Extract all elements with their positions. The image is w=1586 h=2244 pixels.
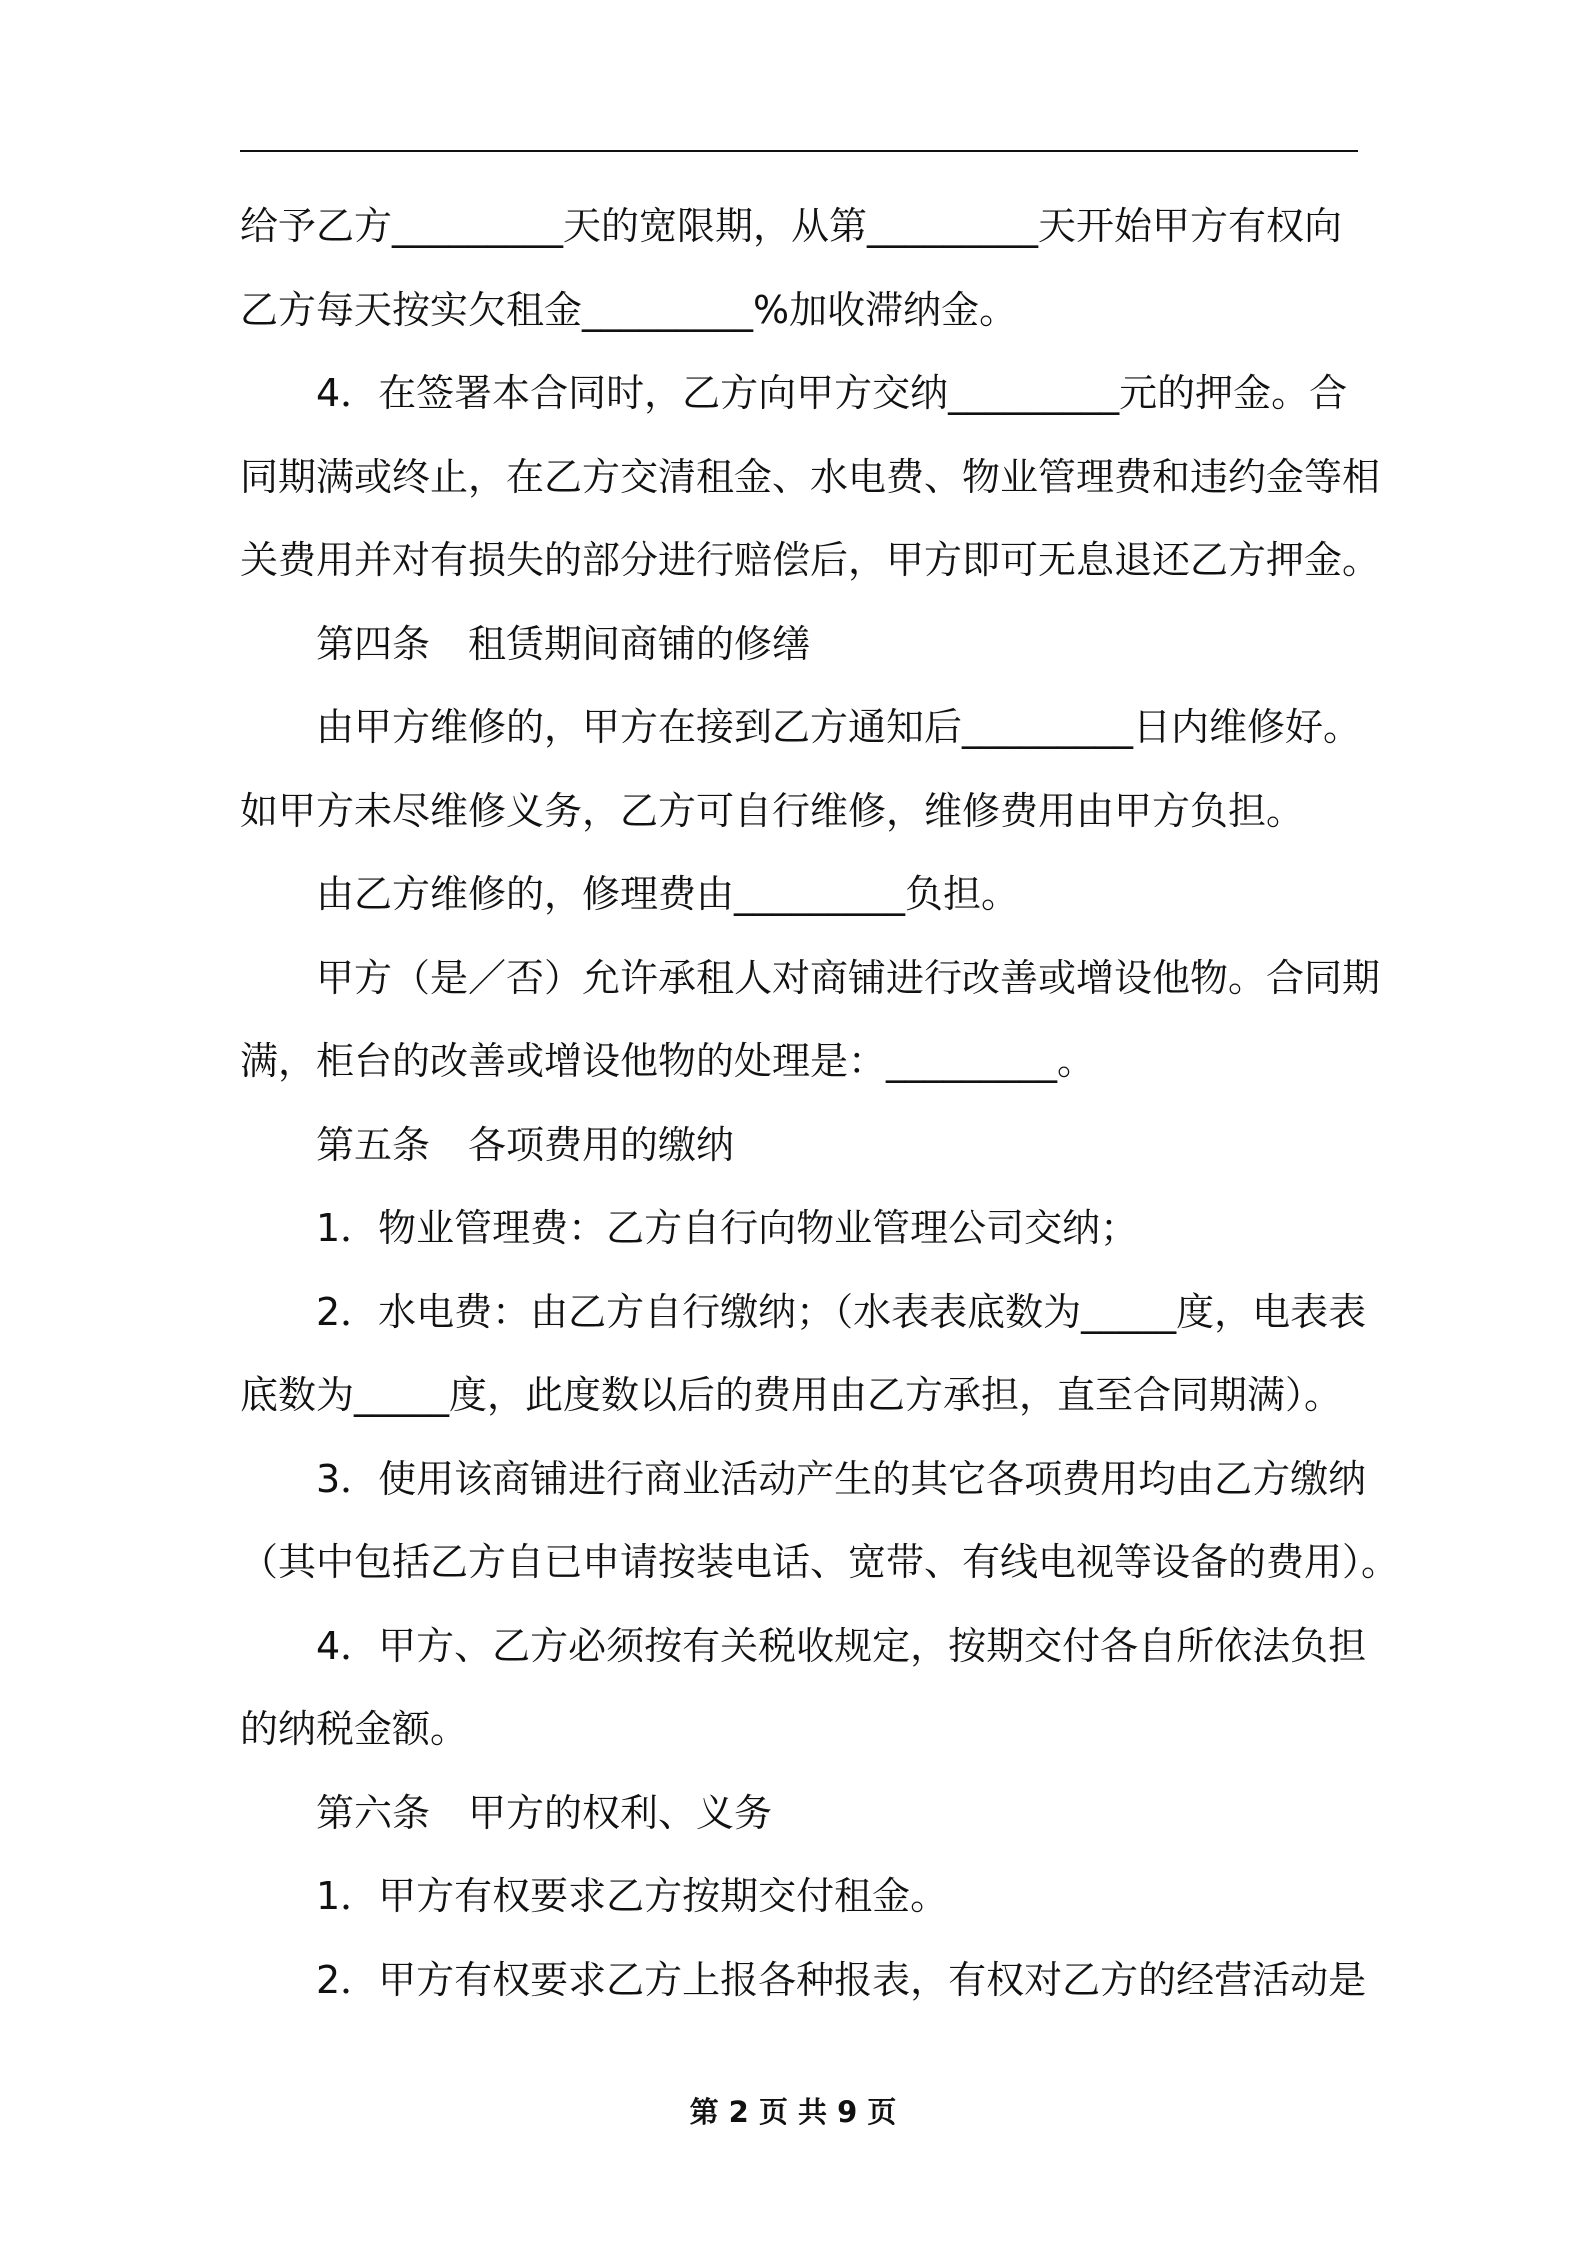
paragraph-line: 3．使用该商铺进行商业活动产生的其它各项费用均由乙方缴纳	[316, 1456, 1367, 1501]
paragraph-line: 4．在签署本合同时，乙方向甲方交纳_________元的押金。合	[316, 371, 1348, 415]
paragraph-line: 乙方每天按实欠租金_________%加收滞纳金。	[240, 287, 1018, 332]
paragraph-line: 2．甲方有权要求乙方上报各种报表，有权对乙方的经营活动是	[316, 1957, 1367, 2002]
section-heading: 第五条 各项费用的缴纳	[316, 1122, 735, 1167]
paragraph-line: 2．水电费：由乙方自行缴纳；（水表表底数为_____度，电表表	[316, 1289, 1367, 1334]
paragraph-line: （其中包括乙方自已申请按装电话、宽带、有线电视等设备的费用）。	[240, 1540, 1400, 1584]
paragraph-line: 由甲方维修的，甲方在接到乙方通知后_________日内维修好。	[316, 705, 1362, 749]
paragraph-line: 关费用并对有损失的部分进行赔偿后，甲方即可无息退还乙方押金。	[240, 538, 1381, 582]
section-heading: 第六条 甲方的权利、义务	[316, 1790, 773, 1835]
paragraph-line: 由乙方维修的，修理费由_________负担。	[316, 872, 1020, 916]
paragraph-line: 4．甲方、乙方必须按有关税收规定，按期交付各自所依法负担	[316, 1623, 1367, 1668]
paragraph-line: 给予乙方_________天的宽限期，从第_________天开始甲方有权向	[240, 204, 1343, 248]
paragraph-line: 1．物业管理费：乙方自行向物业管理公司交纳；	[316, 1206, 1139, 1250]
page-number-footer: 第 2 页 共 9 页	[689, 2095, 897, 2129]
paragraph-line: 如甲方未尽维修义务，乙方可自行维修，维修费用由甲方负担。	[240, 788, 1305, 833]
header-rule	[240, 150, 1358, 152]
paragraph-line: 的纳税金额。	[240, 1707, 469, 1751]
document-body	[240, 185, 1400, 2022]
paragraph-line: 底数为_____度，此度数以后的费用由乙方承担，直至合同期满）。	[240, 1373, 1343, 1417]
paragraph-line: 甲方（是／否）允许承租人对商铺进行改善或增设他物。合同期	[316, 955, 1381, 1000]
paragraph-line: 1．甲方有权要求乙方按期交付租金。	[316, 1874, 949, 1918]
section-heading: 第四条 租赁期间商铺的修缮	[316, 621, 811, 666]
paragraph-line: 满，柜台的改善或增设他物的处理是：_________。	[240, 1039, 1096, 1083]
paragraph-line: 同期满或终止，在乙方交清租金、水电费、物业管理费和违约金等相	[240, 454, 1381, 499]
